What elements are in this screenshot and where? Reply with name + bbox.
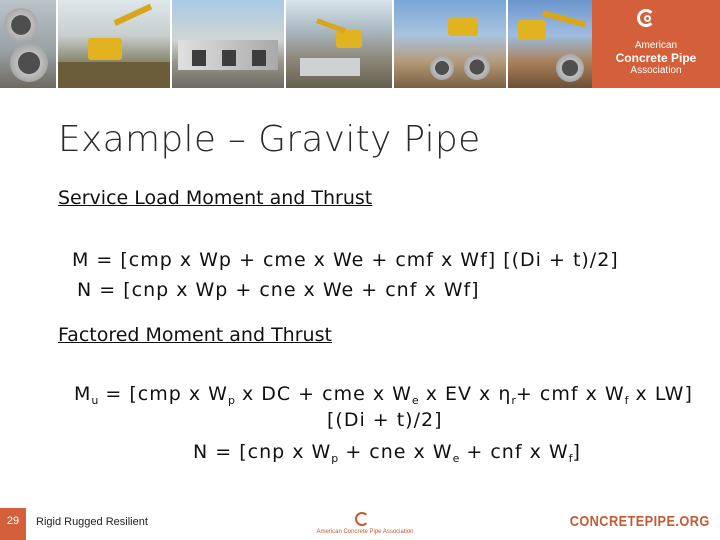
slide-title: Example – Gravity Pipe: [58, 119, 481, 160]
excavator-pipe-photo: [508, 0, 598, 88]
header-banner: [0, 0, 720, 88]
footer-tagline: Rigid Rugged Resilient: [36, 516, 148, 528]
footer-logo-icon: [355, 512, 369, 526]
logo-line-1: American: [634, 40, 678, 51]
footer-url: CONCRETEPIPE.ORG: [570, 513, 710, 530]
equation-factored-thrust: N = [cnp x $W_p$ + cne x $W_e$ + cnf x $W_f$]: [193, 441, 581, 465]
section-heading-factored: Factored Moment and Thrust: [58, 324, 332, 346]
footer-logo: [310, 512, 420, 540]
footer: [0, 508, 720, 540]
section-heading-service: Service Load Moment and Thrust: [58, 187, 373, 209]
jobsite-excavator-photo: [286, 0, 394, 88]
equation-factored-moment: $M_u = [cmp$ x $W_p$ x DC + cme x $W_e$ x EV x $\eta_r+$ cmf x $W_f$ x LW]: [74, 383, 693, 407]
box-culvert-photo: [172, 0, 286, 88]
pipe-stack-photo: [0, 0, 58, 88]
acpa-logo: [592, 0, 720, 88]
logo-line-2: Concrete Pipe: [615, 51, 697, 65]
equation-thrust: N = [cnp x Wp + cne x We + cnf x Wf]: [77, 279, 480, 301]
pipe-installation-photo: [394, 0, 508, 88]
equation-moment: M = [cmp x Wp + cme x We + cmf x Wf] [(Di + t)/2]: [72, 249, 619, 271]
logo-line-3: Association: [630, 65, 682, 76]
footer-logo-text: American Concrete Pipe Association: [316, 529, 414, 535]
page-number: 29: [0, 508, 26, 540]
equation-factored-moment-cont: [(Di + t)/2]: [327, 409, 443, 431]
excavator-trench-photo: [58, 0, 172, 88]
